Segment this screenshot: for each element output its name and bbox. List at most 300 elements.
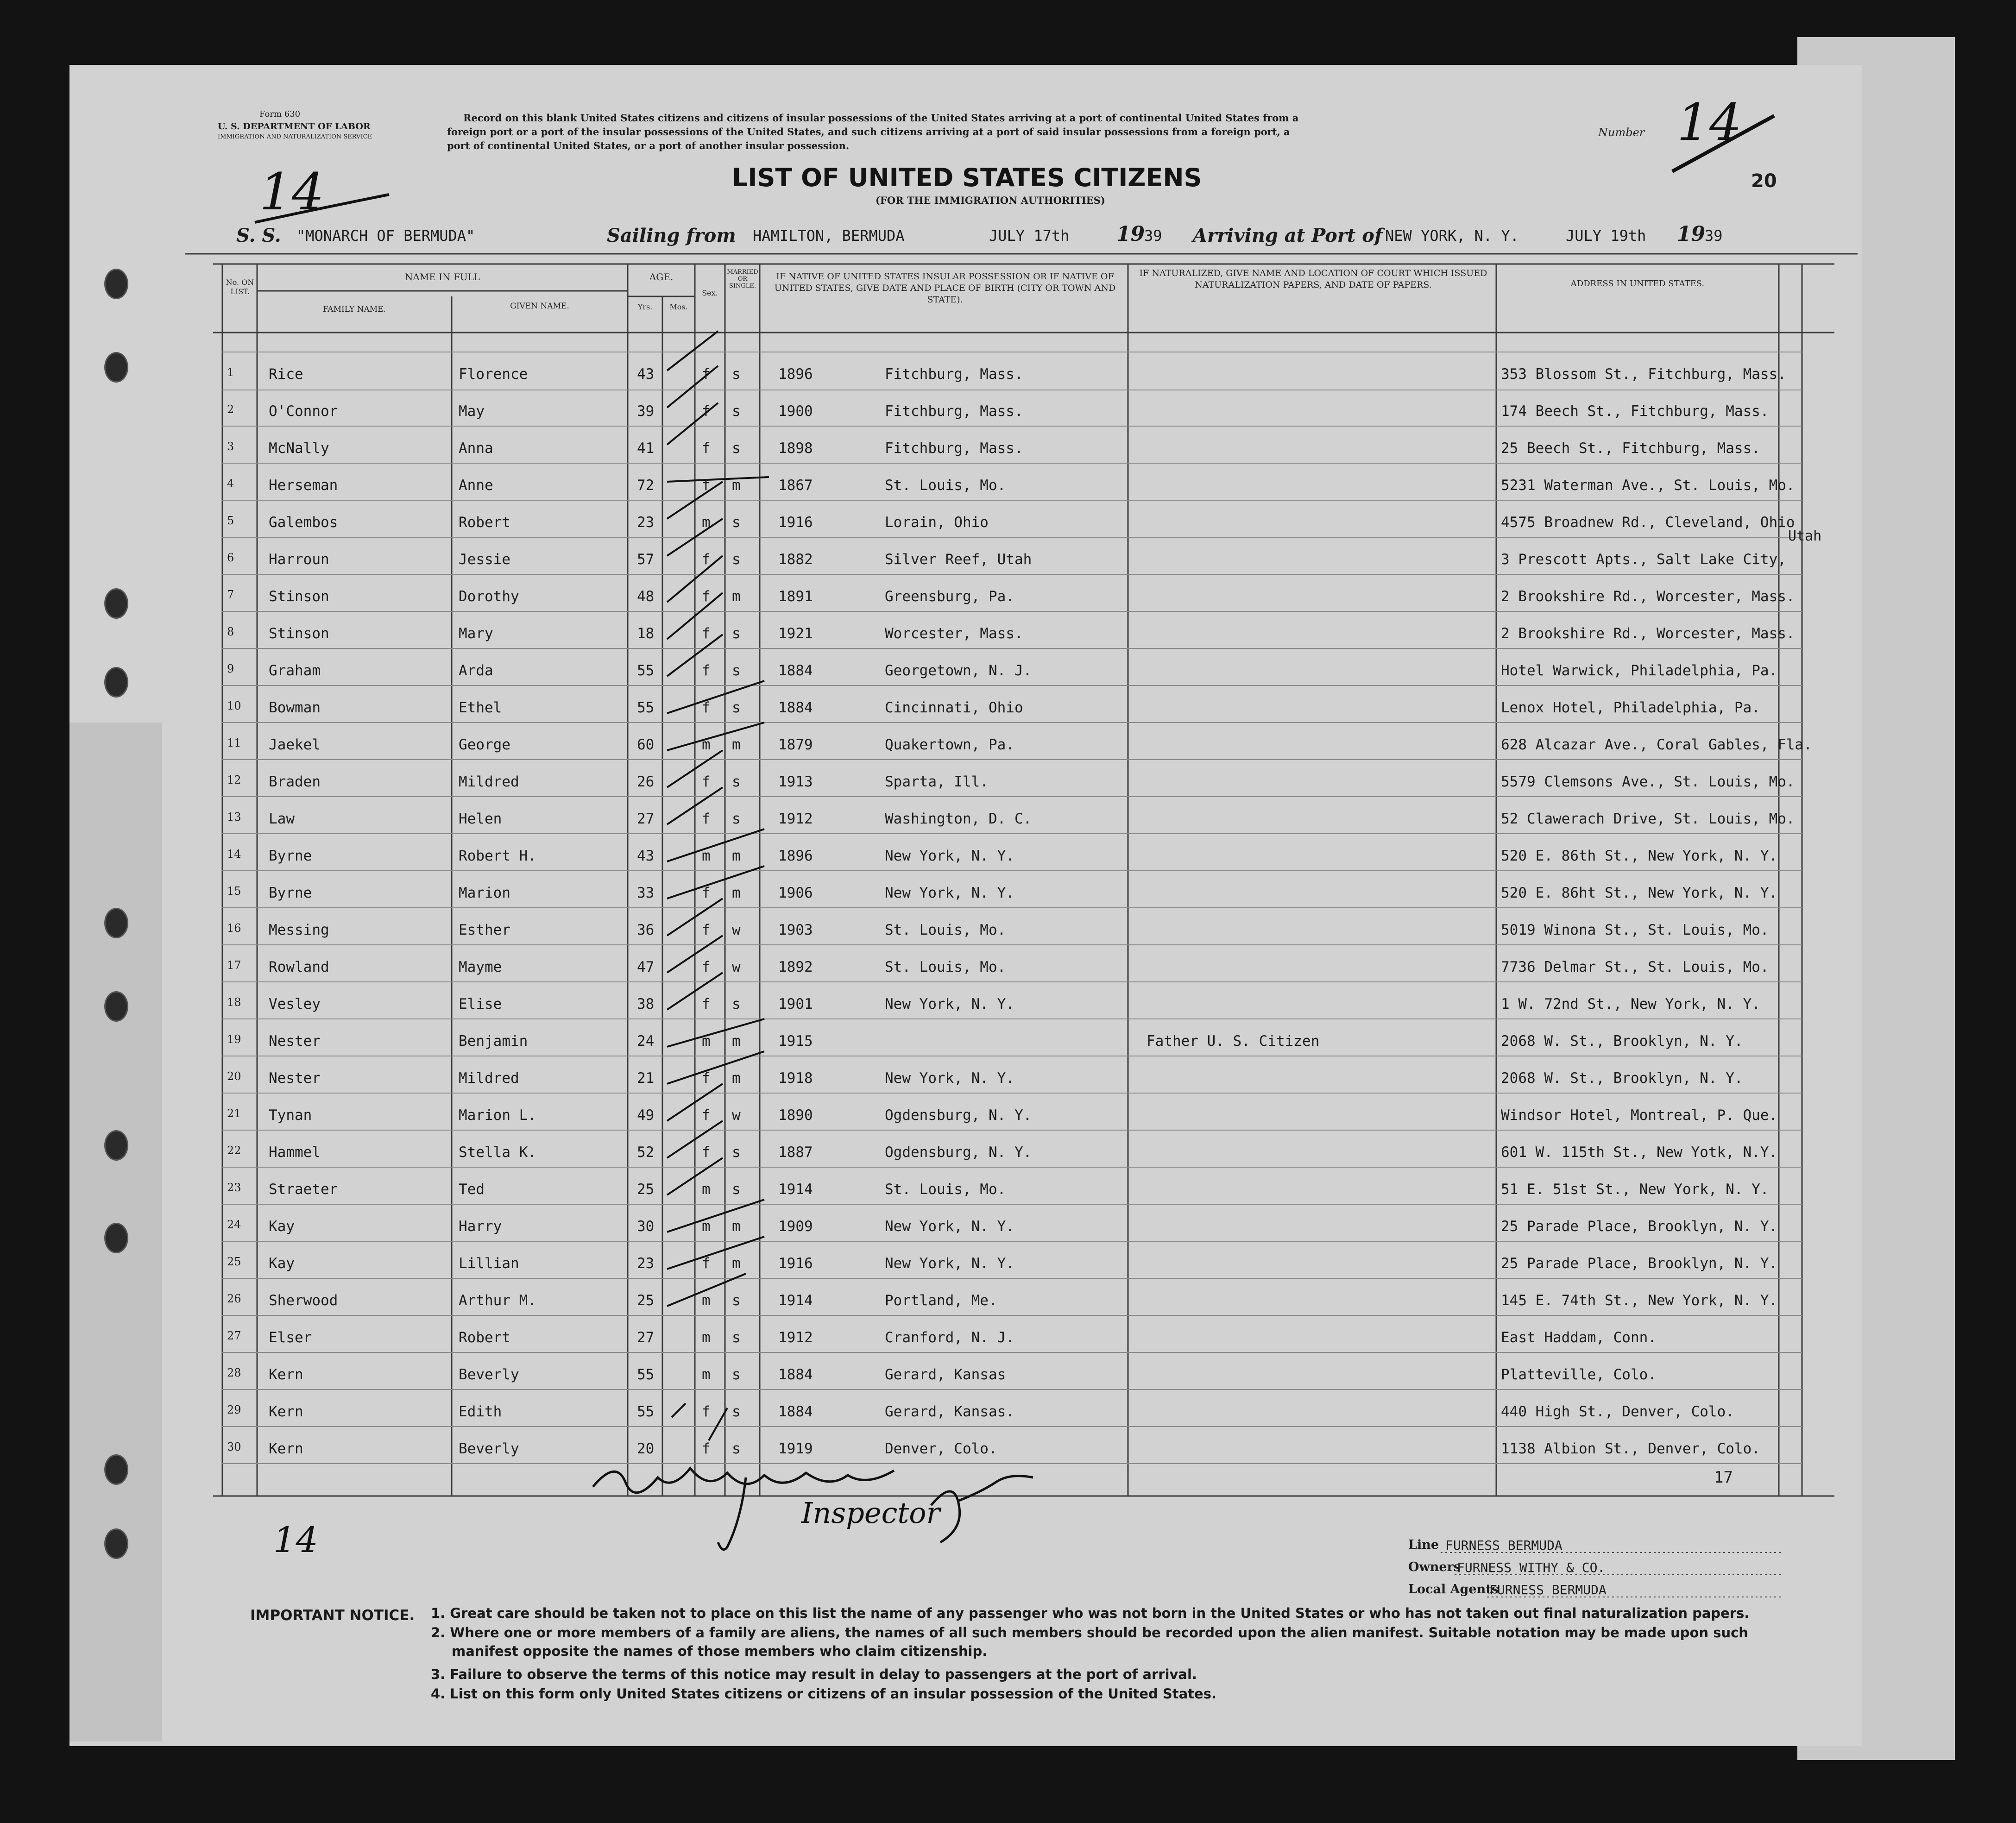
table-row bbox=[218, 366, 1807, 404]
given-name: Beverly bbox=[459, 1440, 519, 1457]
naturalization-note: Father U. S. Citizen bbox=[1147, 1033, 1320, 1050]
marital-status: s bbox=[732, 773, 741, 790]
total-count: 17 bbox=[1714, 1468, 1733, 1487]
birth-year: 1882 bbox=[778, 551, 813, 568]
birth-year: 1898 bbox=[778, 440, 813, 457]
address: 353 Blossom St., Fitchburg, Mass. bbox=[1501, 366, 1786, 383]
sailing-label: Sailing from bbox=[607, 225, 736, 246]
age-years: 39 bbox=[637, 403, 655, 420]
birth-year: 1914 bbox=[778, 1181, 813, 1198]
sex: f bbox=[702, 1403, 711, 1420]
given-name: Robert bbox=[459, 514, 510, 531]
birth-year: 1903 bbox=[778, 922, 813, 938]
ss-label: S. S. bbox=[236, 225, 281, 246]
instruction-line: Record on this blank United States citizens and citizens of insular possessions of the United States arriving at a port of continental United States from a bbox=[463, 112, 1299, 124]
birth-place: Ogdensburg, N. Y. bbox=[885, 1107, 1032, 1124]
family-name: Kay bbox=[269, 1218, 295, 1235]
sail-year: 39 bbox=[1144, 227, 1162, 245]
table-row bbox=[218, 551, 1807, 589]
row-number: 30 bbox=[227, 1440, 241, 1453]
family-name: Vesley bbox=[269, 996, 321, 1012]
sex: f bbox=[702, 922, 711, 938]
marital-status: s bbox=[732, 1366, 741, 1383]
line-label: Line bbox=[1408, 1538, 1439, 1552]
given-name: Elise bbox=[459, 996, 502, 1012]
marital-status: s bbox=[732, 366, 741, 383]
address: 2068 W. St., Brooklyn, N. Y. bbox=[1501, 1070, 1743, 1087]
owners-value: FURNESS WITHY & CO. bbox=[1457, 1560, 1606, 1575]
sex: f bbox=[702, 773, 711, 790]
birth-place: Fitchburg, Mass. bbox=[885, 366, 1023, 383]
birth-place: St. Louis, Mo. bbox=[885, 922, 1006, 938]
address: 5019 Winona St., St. Louis, Mo. bbox=[1501, 922, 1769, 938]
age-years: 47 bbox=[637, 959, 655, 975]
sex: f bbox=[702, 366, 711, 383]
marital-status: m bbox=[732, 1255, 741, 1272]
row-number: 12 bbox=[227, 773, 241, 786]
handwritten-list-number: 14 bbox=[259, 162, 324, 221]
given-name: May bbox=[459, 403, 485, 420]
address: 520 E. 86th St., New York, N. Y. bbox=[1501, 848, 1778, 864]
sex: f bbox=[702, 403, 711, 420]
table-row bbox=[218, 403, 1807, 441]
row-number: 5 bbox=[227, 514, 234, 527]
given-name: Beverly bbox=[459, 1366, 519, 1383]
col-header-birth: IF NATIVE OF UNITED STATES INSULAR POSSESSION OR IF NATIVE OF UNITED STATES, GIVE DATE AND PLACE OF BIRTH (CITY OR TOWN AND STATE). bbox=[774, 271, 1116, 305]
row-number: 13 bbox=[227, 811, 241, 823]
age-years: 25 bbox=[637, 1181, 655, 1198]
age-years: 38 bbox=[637, 996, 655, 1012]
table-row bbox=[218, 1033, 1807, 1071]
table-row bbox=[218, 1218, 1807, 1256]
sex: m bbox=[702, 1366, 711, 1383]
given-name: Robert bbox=[459, 1329, 510, 1346]
age-years: 43 bbox=[637, 366, 655, 383]
given-name: George bbox=[459, 736, 510, 753]
family-name: Galembos bbox=[269, 514, 338, 531]
table-row bbox=[218, 514, 1807, 552]
birth-year: 1887 bbox=[778, 1144, 813, 1161]
instruction-line: port of continental United States, or a port of another insular possession. bbox=[447, 140, 850, 151]
row-number: 11 bbox=[227, 736, 241, 749]
birth-year: 1884 bbox=[778, 1403, 813, 1420]
address: 1138 Albion St., Denver, Colo. bbox=[1501, 1440, 1760, 1457]
row-number: 29 bbox=[227, 1403, 241, 1416]
marital-status: w bbox=[732, 959, 741, 975]
birth-place: St. Louis, Mo. bbox=[885, 1181, 1006, 1198]
sex: f bbox=[702, 885, 711, 901]
sex: f bbox=[702, 625, 711, 642]
page-number: 20 bbox=[1751, 170, 1777, 192]
family-name: Hammel bbox=[269, 1144, 321, 1161]
birth-year: 1884 bbox=[778, 699, 813, 716]
marital-status: m bbox=[732, 1070, 741, 1087]
row-number: 16 bbox=[227, 922, 241, 935]
row-number: 27 bbox=[227, 1329, 241, 1342]
age-years: 41 bbox=[637, 440, 655, 457]
sex: m bbox=[702, 736, 711, 753]
birth-place: Cranford, N. J. bbox=[885, 1329, 1014, 1346]
col-header-yrs: Yrs. bbox=[637, 302, 653, 311]
given-name: Marion L. bbox=[459, 1107, 536, 1124]
birth-place: Portland, Me. bbox=[885, 1292, 997, 1309]
notice-item: 2. Where one or more members of a family are aliens, the names of all such members should be recorded upon the alien manifest. Suitable notation may be made upon such bbox=[431, 1625, 1748, 1641]
row-number: 9 bbox=[227, 662, 234, 675]
marital-status: m bbox=[732, 1033, 741, 1050]
marital-status: s bbox=[732, 1144, 741, 1161]
sex: f bbox=[702, 551, 711, 568]
sex: f bbox=[702, 588, 711, 605]
address: 3 Prescott Apts., Salt Lake City, bbox=[1501, 551, 1786, 568]
family-name: Stinson bbox=[269, 625, 329, 642]
table-row bbox=[218, 1070, 1807, 1108]
sail-date: JULY 17th bbox=[989, 227, 1070, 245]
age-years: 33 bbox=[637, 885, 655, 901]
family-name: Sherwood bbox=[269, 1292, 338, 1309]
table-row bbox=[218, 1181, 1807, 1219]
sex: m bbox=[702, 1218, 711, 1235]
birth-place: Greensburg, Pa. bbox=[885, 588, 1014, 605]
row-number: 17 bbox=[227, 959, 241, 972]
family-name: Kern bbox=[269, 1366, 303, 1383]
row-number: 24 bbox=[227, 1218, 241, 1231]
arriving-label: Arriving at Port of bbox=[1193, 225, 1383, 246]
birth-year: 1896 bbox=[778, 848, 813, 864]
given-name: Arthur M. bbox=[459, 1292, 536, 1309]
table-row bbox=[218, 811, 1807, 849]
sailing-from: HAMILTON, BERMUDA bbox=[753, 227, 905, 245]
marital-status: s bbox=[732, 699, 741, 716]
row-number: 8 bbox=[227, 625, 234, 638]
birth-year: 1916 bbox=[778, 514, 813, 531]
family-name: Bowman bbox=[269, 699, 321, 716]
birth-place: New York, N. Y. bbox=[885, 848, 1014, 864]
col-header-marital: MARRIED OR SINGLE. bbox=[727, 269, 758, 289]
table-row bbox=[218, 662, 1807, 700]
birth-year: 1884 bbox=[778, 662, 813, 679]
table-row bbox=[218, 440, 1807, 478]
address: 601 W. 115th St., New Yotk, N.Y. bbox=[1501, 1144, 1778, 1161]
sex: f bbox=[702, 699, 711, 716]
notice-item: 4. List on this form only United States citizens or citizens of an insular possession of the United States. bbox=[431, 1686, 1216, 1702]
agents-label: Local Agents bbox=[1408, 1582, 1499, 1597]
year-prefix: 19 bbox=[1677, 222, 1706, 246]
age-years: 36 bbox=[637, 922, 655, 938]
birth-place: New York, N. Y. bbox=[885, 1218, 1014, 1235]
sex: m bbox=[702, 848, 711, 864]
marital-status: s bbox=[732, 1329, 741, 1346]
marital-status: m bbox=[732, 1218, 741, 1235]
birth-year: 1915 bbox=[778, 1033, 813, 1050]
col-header-age: AGE. bbox=[649, 271, 674, 283]
year-prefix: 19 bbox=[1116, 222, 1145, 246]
sex: m bbox=[702, 1033, 711, 1050]
col-header-sex: Sex. bbox=[702, 289, 718, 297]
birth-year: 1867 bbox=[778, 477, 813, 494]
birth-year: 1901 bbox=[778, 996, 813, 1012]
page-subtitle: (FOR THE IMMIGRATION AUTHORITIES) bbox=[876, 195, 1105, 206]
given-name: Ted bbox=[459, 1181, 485, 1198]
age-years: 43 bbox=[637, 848, 655, 864]
birth-year: 1916 bbox=[778, 1255, 813, 1272]
table-row bbox=[218, 1366, 1807, 1404]
given-name: Esther bbox=[459, 922, 510, 938]
table-row bbox=[218, 699, 1807, 737]
sex: f bbox=[702, 662, 711, 679]
marital-status: s bbox=[732, 662, 741, 679]
family-name: Graham bbox=[269, 662, 321, 679]
table-row bbox=[218, 1107, 1807, 1145]
age-years: 57 bbox=[637, 551, 655, 568]
address: Lenox Hotel, Philadelphia, Pa. bbox=[1501, 699, 1760, 716]
age-years: 55 bbox=[637, 1366, 655, 1383]
notice-item: 1. Great care should be taken not to place on this list the name of any passenger who was not born in the United States or who has not taken out final naturalization papers. bbox=[431, 1605, 1750, 1621]
birth-year: 1891 bbox=[778, 588, 813, 605]
given-name: Robert H. bbox=[459, 848, 536, 864]
department-name: U. S. DEPARTMENT OF LABOR bbox=[218, 121, 371, 132]
marital-status: s bbox=[732, 551, 741, 568]
age-years: 48 bbox=[637, 588, 655, 605]
marital-status: s bbox=[732, 1181, 741, 1198]
notice-title: IMPORTANT NOTICE. bbox=[250, 1607, 415, 1624]
address: 7736 Delmar St., St. Louis, Mo. bbox=[1501, 959, 1769, 975]
family-name: McNally bbox=[269, 440, 329, 457]
family-name: Kern bbox=[269, 1403, 303, 1420]
number-label: Number bbox=[1598, 126, 1645, 139]
address-note: Utah bbox=[1788, 528, 1822, 544]
family-name: Messing bbox=[269, 922, 329, 938]
birth-year: 1921 bbox=[778, 625, 813, 642]
handwritten-number: 14 bbox=[1677, 93, 1742, 152]
row-number: 21 bbox=[227, 1107, 241, 1120]
table-row bbox=[218, 1403, 1807, 1441]
birth-year: 1913 bbox=[778, 773, 813, 790]
age-years: 18 bbox=[637, 625, 655, 642]
address: 1 W. 72nd St., New York, N. Y. bbox=[1501, 996, 1760, 1012]
age-years: 26 bbox=[637, 773, 655, 790]
instruction-line: foreign port or a port of the insular possessions of the United States, and such citizens arriving at a port of said insular possessions from a foreign port, a bbox=[447, 126, 1290, 138]
address: 25 Parade Place, Brooklyn, N. Y. bbox=[1501, 1218, 1778, 1235]
sex: f bbox=[702, 1107, 711, 1124]
family-name: Rice bbox=[269, 366, 303, 383]
row-number: 18 bbox=[227, 996, 241, 1009]
given-name: Florence bbox=[459, 366, 528, 383]
col-header-address: ADDRESS IN UNITED STATES. bbox=[1570, 279, 1705, 289]
birth-year: 1918 bbox=[778, 1070, 813, 1087]
marital-status: s bbox=[732, 811, 741, 827]
birth-place: Fitchburg, Mass. bbox=[885, 440, 1023, 457]
table-row bbox=[218, 1329, 1807, 1367]
family-name: Stinson bbox=[269, 588, 329, 605]
arrival-date: JULY 19th bbox=[1566, 227, 1646, 245]
birth-year: 1884 bbox=[778, 1366, 813, 1383]
sex: f bbox=[702, 1144, 711, 1161]
marital-status: s bbox=[732, 403, 741, 420]
given-name: Stella K. bbox=[459, 1144, 536, 1161]
table-row bbox=[218, 625, 1807, 663]
family-name: Tynan bbox=[269, 1107, 312, 1124]
age-years: 52 bbox=[637, 1144, 655, 1161]
sex: f bbox=[702, 440, 711, 457]
address: 2 Brookshire Rd., Worcester, Mass. bbox=[1501, 625, 1795, 642]
row-number: 26 bbox=[227, 1292, 241, 1305]
line-value: FURNESS BERMUDA bbox=[1445, 1538, 1562, 1553]
address: 52 Clawerach Drive, St. Louis, Mo. bbox=[1501, 811, 1795, 827]
sex: f bbox=[702, 811, 711, 827]
handwritten-bottom-number: 14 bbox=[273, 1519, 318, 1560]
marital-status: m bbox=[732, 588, 741, 605]
table-row bbox=[218, 1255, 1807, 1293]
notice-item: manifest opposite the names of those members who claim citizenship. bbox=[452, 1643, 988, 1659]
family-name: Law bbox=[269, 811, 295, 827]
address: East Haddam, Conn. bbox=[1501, 1329, 1657, 1346]
row-number: 20 bbox=[227, 1070, 241, 1083]
row-number: 22 bbox=[227, 1144, 241, 1157]
birth-year: 1912 bbox=[778, 1329, 813, 1346]
form-number: Form 630 bbox=[259, 109, 301, 119]
marital-status: s bbox=[732, 996, 741, 1012]
family-name: Straeter bbox=[269, 1181, 338, 1198]
given-name: Anna bbox=[459, 440, 493, 457]
given-name: Harry bbox=[459, 1218, 502, 1235]
col-header-name: NAME IN FULL bbox=[404, 271, 480, 283]
age-years: 55 bbox=[637, 662, 655, 679]
birth-place: Fitchburg, Mass. bbox=[885, 403, 1023, 420]
family-name: Harroun bbox=[269, 551, 329, 568]
birth-place: Ogdensburg, N. Y. bbox=[885, 1144, 1032, 1161]
table-row bbox=[218, 477, 1807, 515]
marital-status: m bbox=[732, 848, 741, 864]
col-header-naturalized: IF NATURALIZED, GIVE NAME AND LOCATION OF COURT WHICH ISSUED NATURALIZATION PAPERS, AND DATE OF PAPERS. bbox=[1139, 268, 1487, 290]
marital-status: m bbox=[732, 477, 741, 494]
birth-place: St. Louis, Mo. bbox=[885, 959, 1006, 975]
marital-status: s bbox=[732, 440, 741, 457]
address: 2068 W. St., Brooklyn, N. Y. bbox=[1501, 1033, 1743, 1050]
birth-place: Sparta, Ill. bbox=[885, 773, 989, 790]
age-years: 55 bbox=[637, 1403, 655, 1420]
family-name: O'Connor bbox=[269, 403, 338, 420]
birth-place: Gerard, Kansas bbox=[885, 1366, 1006, 1383]
birth-year: 1896 bbox=[778, 366, 813, 383]
family-name: Byrne bbox=[269, 848, 312, 864]
birth-year: 1906 bbox=[778, 885, 813, 901]
family-name: Kern bbox=[269, 1440, 303, 1457]
marital-status: s bbox=[732, 1403, 741, 1420]
row-number: 28 bbox=[227, 1366, 241, 1379]
sex: f bbox=[702, 959, 711, 975]
marital-status: m bbox=[732, 736, 741, 753]
birth-place: Silver Reef, Utah bbox=[885, 551, 1032, 568]
row-number: 1 bbox=[227, 366, 234, 379]
notice-item: 3. Failure to observe the terms of this notice may result in delay to passengers at the port of arrival. bbox=[431, 1666, 1197, 1682]
given-name: Lillian bbox=[459, 1255, 519, 1272]
page-title: LIST OF UNITED STATES CITIZENS bbox=[732, 163, 1202, 192]
birth-place: Washington, D. C. bbox=[885, 811, 1032, 827]
given-name: Mildred bbox=[459, 1070, 519, 1087]
marital-status: w bbox=[732, 922, 741, 938]
col-header-given: GIVEN NAME. bbox=[510, 302, 569, 311]
address: 440 High St., Denver, Colo. bbox=[1501, 1403, 1734, 1420]
row-number: 23 bbox=[227, 1181, 241, 1194]
birth-place: New York, N. Y. bbox=[885, 1070, 1014, 1087]
family-name: Nester bbox=[269, 1033, 321, 1050]
sex: m bbox=[702, 1181, 711, 1198]
given-name: Mary bbox=[459, 625, 493, 642]
given-name: Marion bbox=[459, 885, 510, 901]
age-years: 49 bbox=[637, 1107, 655, 1124]
age-years: 23 bbox=[637, 514, 655, 531]
address: 51 E. 51st St., New York, N. Y. bbox=[1501, 1181, 1769, 1198]
birth-place: Gerard, Kansas. bbox=[885, 1403, 1014, 1420]
address: Platteville, Colo. bbox=[1501, 1366, 1657, 1383]
birth-place: Denver, Colo. bbox=[885, 1440, 997, 1457]
sex: f bbox=[702, 1070, 711, 1087]
sex: f bbox=[702, 1255, 711, 1272]
birth-year: 1879 bbox=[778, 736, 813, 753]
arrival-port: NEW YORK, N. Y. bbox=[1385, 227, 1519, 245]
family-name: Rowland bbox=[269, 959, 329, 975]
birth-year: 1912 bbox=[778, 811, 813, 827]
age-years: 21 bbox=[637, 1070, 655, 1087]
age-years: 27 bbox=[637, 1329, 655, 1346]
age-years: 24 bbox=[637, 1033, 655, 1050]
birth-place: St. Louis, Mo. bbox=[885, 477, 1006, 494]
marital-status: m bbox=[732, 885, 741, 901]
given-name: Dorothy bbox=[459, 588, 519, 605]
address: 4575 Broadnew Rd., Cleveland, Ohio bbox=[1501, 514, 1795, 531]
col-header-no: No. ON LIST. bbox=[226, 278, 254, 296]
address: 2 Brookshire Rd., Worcester, Mass. bbox=[1501, 588, 1795, 605]
agents-value: FURNESS BERMUDA bbox=[1489, 1582, 1606, 1597]
agent-dotted-lines bbox=[1441, 1552, 1793, 1603]
age-years: 23 bbox=[637, 1255, 655, 1272]
family-name: Herseman bbox=[269, 477, 338, 494]
birth-year: 1890 bbox=[778, 1107, 813, 1124]
given-name: Mayme bbox=[459, 959, 502, 975]
col-header-family: FAMILY NAME. bbox=[323, 305, 386, 314]
row-number: 19 bbox=[227, 1033, 241, 1046]
table-row bbox=[218, 588, 1807, 626]
marital-status: s bbox=[732, 625, 741, 642]
address: Hotel Warwick, Philadelphia, Pa. bbox=[1501, 662, 1778, 679]
sex: m bbox=[702, 514, 711, 531]
table-row bbox=[218, 996, 1807, 1034]
row-number: 7 bbox=[227, 588, 234, 601]
birth-place: New York, N. Y. bbox=[885, 1255, 1014, 1272]
age-years: 60 bbox=[637, 736, 655, 753]
row-number: 14 bbox=[227, 848, 241, 861]
birth-place: Worcester, Mass. bbox=[885, 625, 1023, 642]
owners-label: Owners bbox=[1408, 1560, 1461, 1574]
family-name: Elser bbox=[269, 1329, 312, 1346]
family-name: Jaekel bbox=[269, 736, 321, 753]
row-number: 25 bbox=[227, 1255, 241, 1268]
address: 174 Beech St., Fitchburg, Mass. bbox=[1501, 403, 1769, 420]
marital-status: s bbox=[732, 1292, 741, 1309]
age-years: 55 bbox=[637, 699, 655, 716]
address: 628 Alcazar Ave., Coral Gables, Fla. bbox=[1501, 736, 1812, 753]
sex: m bbox=[702, 1292, 711, 1309]
marital-status: w bbox=[732, 1107, 741, 1124]
table-row bbox=[218, 1144, 1807, 1182]
sex: f bbox=[702, 996, 711, 1012]
address: 25 Beech St., Fitchburg, Mass. bbox=[1501, 440, 1760, 457]
inspector-signature: Inspector bbox=[801, 1496, 940, 1530]
given-name: Arda bbox=[459, 662, 493, 679]
family-name: Braden bbox=[269, 773, 321, 790]
birth-place: Lorain, Ohio bbox=[885, 514, 989, 531]
given-name: Mildred bbox=[459, 773, 519, 790]
